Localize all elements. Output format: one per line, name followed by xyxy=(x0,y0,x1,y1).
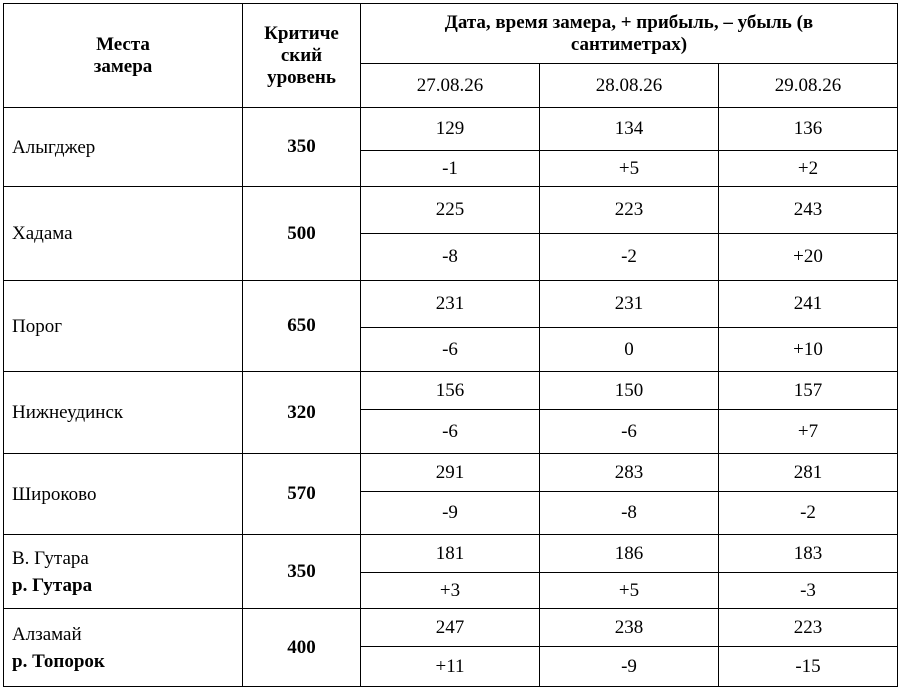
change-value: -15 xyxy=(719,647,898,687)
table-row xyxy=(4,535,898,573)
table-row xyxy=(4,187,898,234)
change-value: +5 xyxy=(540,151,719,187)
change-value: +10 xyxy=(719,328,898,372)
level-value: 231 xyxy=(540,281,719,328)
place-name: Порог xyxy=(12,315,63,337)
level-value: 129 xyxy=(361,108,540,151)
header-date-3: 29.08.26 xyxy=(719,64,898,108)
level-value: 136 xyxy=(719,108,898,151)
critical-level: 500 xyxy=(243,187,361,281)
header-date-2: 28.08.26 xyxy=(540,64,719,108)
level-value: 241 xyxy=(719,281,898,328)
level-value: 156 xyxy=(361,372,540,410)
header-date-1: 27.08.26 xyxy=(361,64,540,108)
place-cell xyxy=(4,609,243,687)
level-value: 181 xyxy=(361,535,540,573)
change-value: -1 xyxy=(361,151,540,187)
place-name: Алыгджер xyxy=(12,136,96,158)
header-measure xyxy=(361,4,898,64)
header-critical xyxy=(243,4,361,108)
header-critical-label: Критиче ский уровень xyxy=(264,22,339,88)
table-row xyxy=(4,454,898,492)
change-value: +20 xyxy=(719,234,898,281)
change-value: -9 xyxy=(361,492,540,535)
level-value: 238 xyxy=(540,609,719,647)
level-value: 150 xyxy=(540,372,719,410)
level-value: 291 xyxy=(361,454,540,492)
change-value: +2 xyxy=(719,151,898,187)
river-name: р. Гутара xyxy=(12,574,93,596)
change-value: +11 xyxy=(361,647,540,687)
change-value: -6 xyxy=(540,410,719,454)
change-value: +3 xyxy=(361,573,540,609)
place-name: В. Гутара xyxy=(12,547,89,569)
change-value: 0 xyxy=(540,328,719,372)
level-value: 247 xyxy=(361,609,540,647)
table-row xyxy=(4,372,898,410)
place-name: Нижнеудинск xyxy=(12,402,124,423)
place-cell xyxy=(4,281,243,372)
level-value: 281 xyxy=(719,454,898,492)
change-value: -6 xyxy=(361,410,540,454)
change-value: +7 xyxy=(719,410,898,454)
critical-level: 350 xyxy=(243,108,361,187)
place-cell xyxy=(4,108,243,187)
change-value: +5 xyxy=(540,573,719,609)
change-value: -2 xyxy=(540,234,719,281)
level-value: 231 xyxy=(361,281,540,328)
level-value: 225 xyxy=(361,187,540,234)
level-value: 283 xyxy=(540,454,719,492)
place-cell xyxy=(4,372,243,454)
level-value: 223 xyxy=(540,187,719,234)
place-cell xyxy=(4,187,243,281)
change-value: -6 xyxy=(361,328,540,372)
change-value: -2 xyxy=(719,492,898,535)
water-level-table xyxy=(3,3,898,687)
header-place-label: Места замера xyxy=(93,33,153,77)
change-value: -9 xyxy=(540,647,719,687)
critical-level: 400 xyxy=(243,609,361,687)
place-cell xyxy=(4,454,243,535)
change-value: -8 xyxy=(361,234,540,281)
table-row xyxy=(4,609,898,647)
critical-level: 320 xyxy=(243,372,361,454)
critical-level: 650 xyxy=(243,281,361,372)
table-row xyxy=(4,108,898,151)
critical-level: 570 xyxy=(243,454,361,535)
header-place xyxy=(4,4,243,108)
level-value: 243 xyxy=(719,187,898,234)
level-value: 183 xyxy=(719,535,898,573)
change-value: -8 xyxy=(540,492,719,535)
header-measure-label: Дата, время замера, + прибыль, – убыль (в сантиметрах) xyxy=(444,11,814,55)
change-value: -3 xyxy=(719,573,898,609)
table-row xyxy=(4,281,898,328)
level-value: 186 xyxy=(540,535,719,573)
level-value: 223 xyxy=(719,609,898,647)
level-value: 157 xyxy=(719,372,898,410)
place-name: Широково xyxy=(12,483,97,505)
critical-level: 350 xyxy=(243,535,361,609)
river-name: р. Топорок xyxy=(12,650,105,672)
place-name: Хадама xyxy=(12,223,73,244)
level-value: 134 xyxy=(540,108,719,151)
place-name: Алзамай xyxy=(12,623,82,645)
place-cell xyxy=(4,535,243,609)
